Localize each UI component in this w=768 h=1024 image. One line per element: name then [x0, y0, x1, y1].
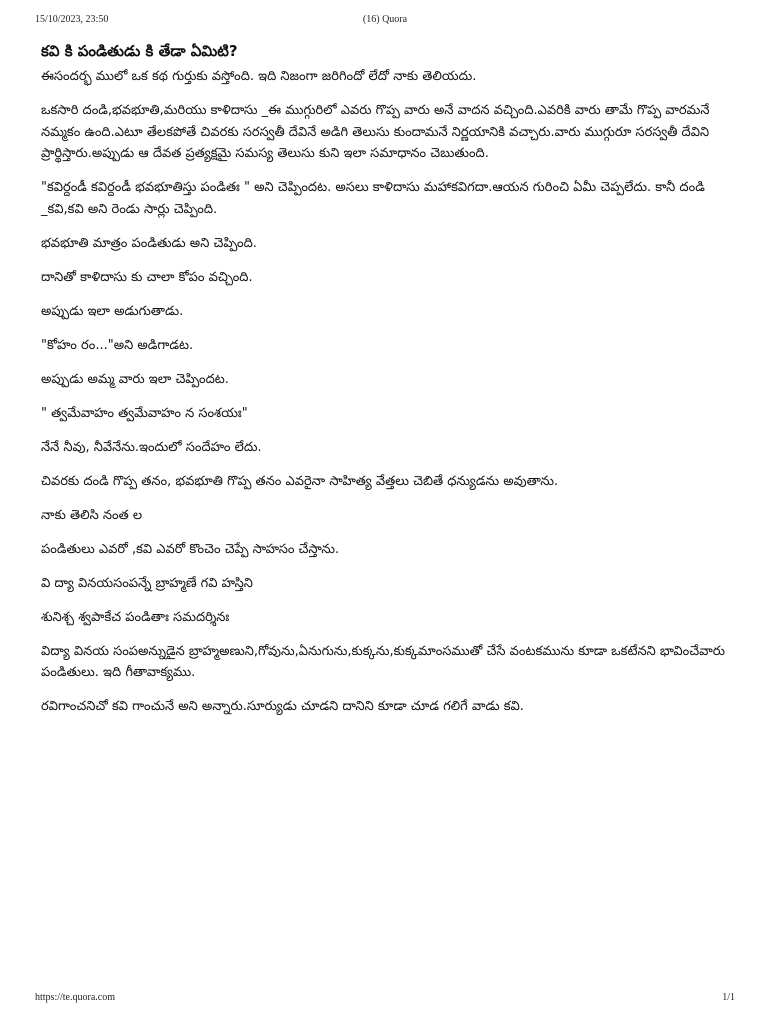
- answer-paragraph: "కోహం రం..."అని అడిగాడట.: [41, 337, 194, 353]
- answer-paragraph: పండితులు ఎవరో ,కవి ఎవరో కొంచెం చెప్పే సాహసం చేస్తాను.: [41, 541, 340, 557]
- answer-paragraph: " త్వమేవాహం త్వమేవాహం న సంశయః": [41, 405, 248, 421]
- answer-paragraph: అప్పుడు ఇలా అడుగుతాడు.: [41, 303, 184, 319]
- answer-paragraph: ఈసందర్భ ములో ఒక కథ గుర్తుకు వస్తోంది. ఇది నిజంగా జరిగిందో లేదో నాకు తెలియదు.: [41, 69, 477, 84]
- answer-paragraph: భవభూతి మాత్రం పండితుడు అని చెప్పింది.: [41, 235, 257, 251]
- answer-paragraph: దానితో కాళిదాసు కు చాలా కోపం వచ్చింది.: [41, 269, 253, 285]
- answer-paragraph: నాకు తెలిసి నంత ల: [41, 507, 143, 523]
- print-page-title: (16) Quora: [362, 14, 408, 25]
- answer-article: [41, 40, 735, 730]
- answer-paragraph: అప్పుడు అమ్మ వారు ఇలా చెప్పిందట.: [41, 371, 229, 387]
- answer-paragraph: చివరకు దండి గొప్ప తనం, భవభూతి గొప్ప తనం ఎవరైనా సాహిత్య వేత్తలు చెబితే ధన్యుడను అవుతాను.: [41, 473, 559, 489]
- answer-paragraph: నేనే నీవు, నీవేనేను.ఇందులో సందేహం లేదు.: [41, 439, 262, 455]
- print-url: https://te.quora.com: [35, 992, 115, 1003]
- answer-paragraph: విద్యా వినయ సంపఅన్నుడైన బ్రాహ్మఅణుని,గోవును,ఏనుగును,కుక్కను,కుక్కమాంసముతో చేసే వంటకమును కూడా ఒకటేనని భావించేవారు పండితులు. ఇది గీతావాక్యము.: [41, 643, 725, 680]
- print-header: [35, 14, 735, 25]
- answer-paragraph: ఒకసారి దండి,భవభూతి,మరియు కాళిదాసు _ఈ ముగ్గురిలో ఎవరు గొప్ప వారు అనే వాదన వచ్చింది.ఎవరికి వారు తామే గొప్ప వారమనే నమ్మకం ఉంది.ఎటూ తేలకపోతే చివరకు సరస్వతీ దేవినే అడిగి తెలుసు కుందామనే నిర్ణయానికి వచ్చారు.వారు ముగ్గురూ సరస్వతీ దేవిని ప్రార్థిస్తారు.అప్పుడు ఆ దేవత ప్రత్యక్షమై సమస్య తెలుసు కుని ఇలా సమాధానం చెబుతుంది.: [41, 103, 710, 161]
- question-title: కవి కి పండితుడు కి తేడా ఏమిటి?: [41, 42, 238, 60]
- print-datetime: 15/10/2023, 23:50: [35, 14, 109, 25]
- print-footer: [35, 992, 735, 1003]
- answer-paragraph: రవిగాంచనిచో కవి గాంచునే అని అన్నారు.సూర్యుడు చూడని దానిని కూడా చూడ గలిగే వాడు కవి.: [41, 699, 524, 714]
- answer-paragraph: శునిశ్చ శ్వపాకేచ పండితాః సమదర్శినః: [41, 609, 230, 625]
- answer-paragraph: వి ద్యా వినయసంపన్నే బ్రాహ్మణే గవి హస్తిని: [41, 575, 253, 591]
- print-page-number: 1/1: [722, 992, 735, 1003]
- answer-paragraph: "కవిర్దండీ కవిర్దండీ భవభూతిస్తు పండితః " అని చెప్పిందట. అసలు కాళిదాసు మహాకవిగదా.ఆయన గురించి ఏమీ చెప్పలేదు. కానీ దండి _కవి,కవి అని రెండు సార్లు చెప్పింది.: [41, 180, 705, 217]
